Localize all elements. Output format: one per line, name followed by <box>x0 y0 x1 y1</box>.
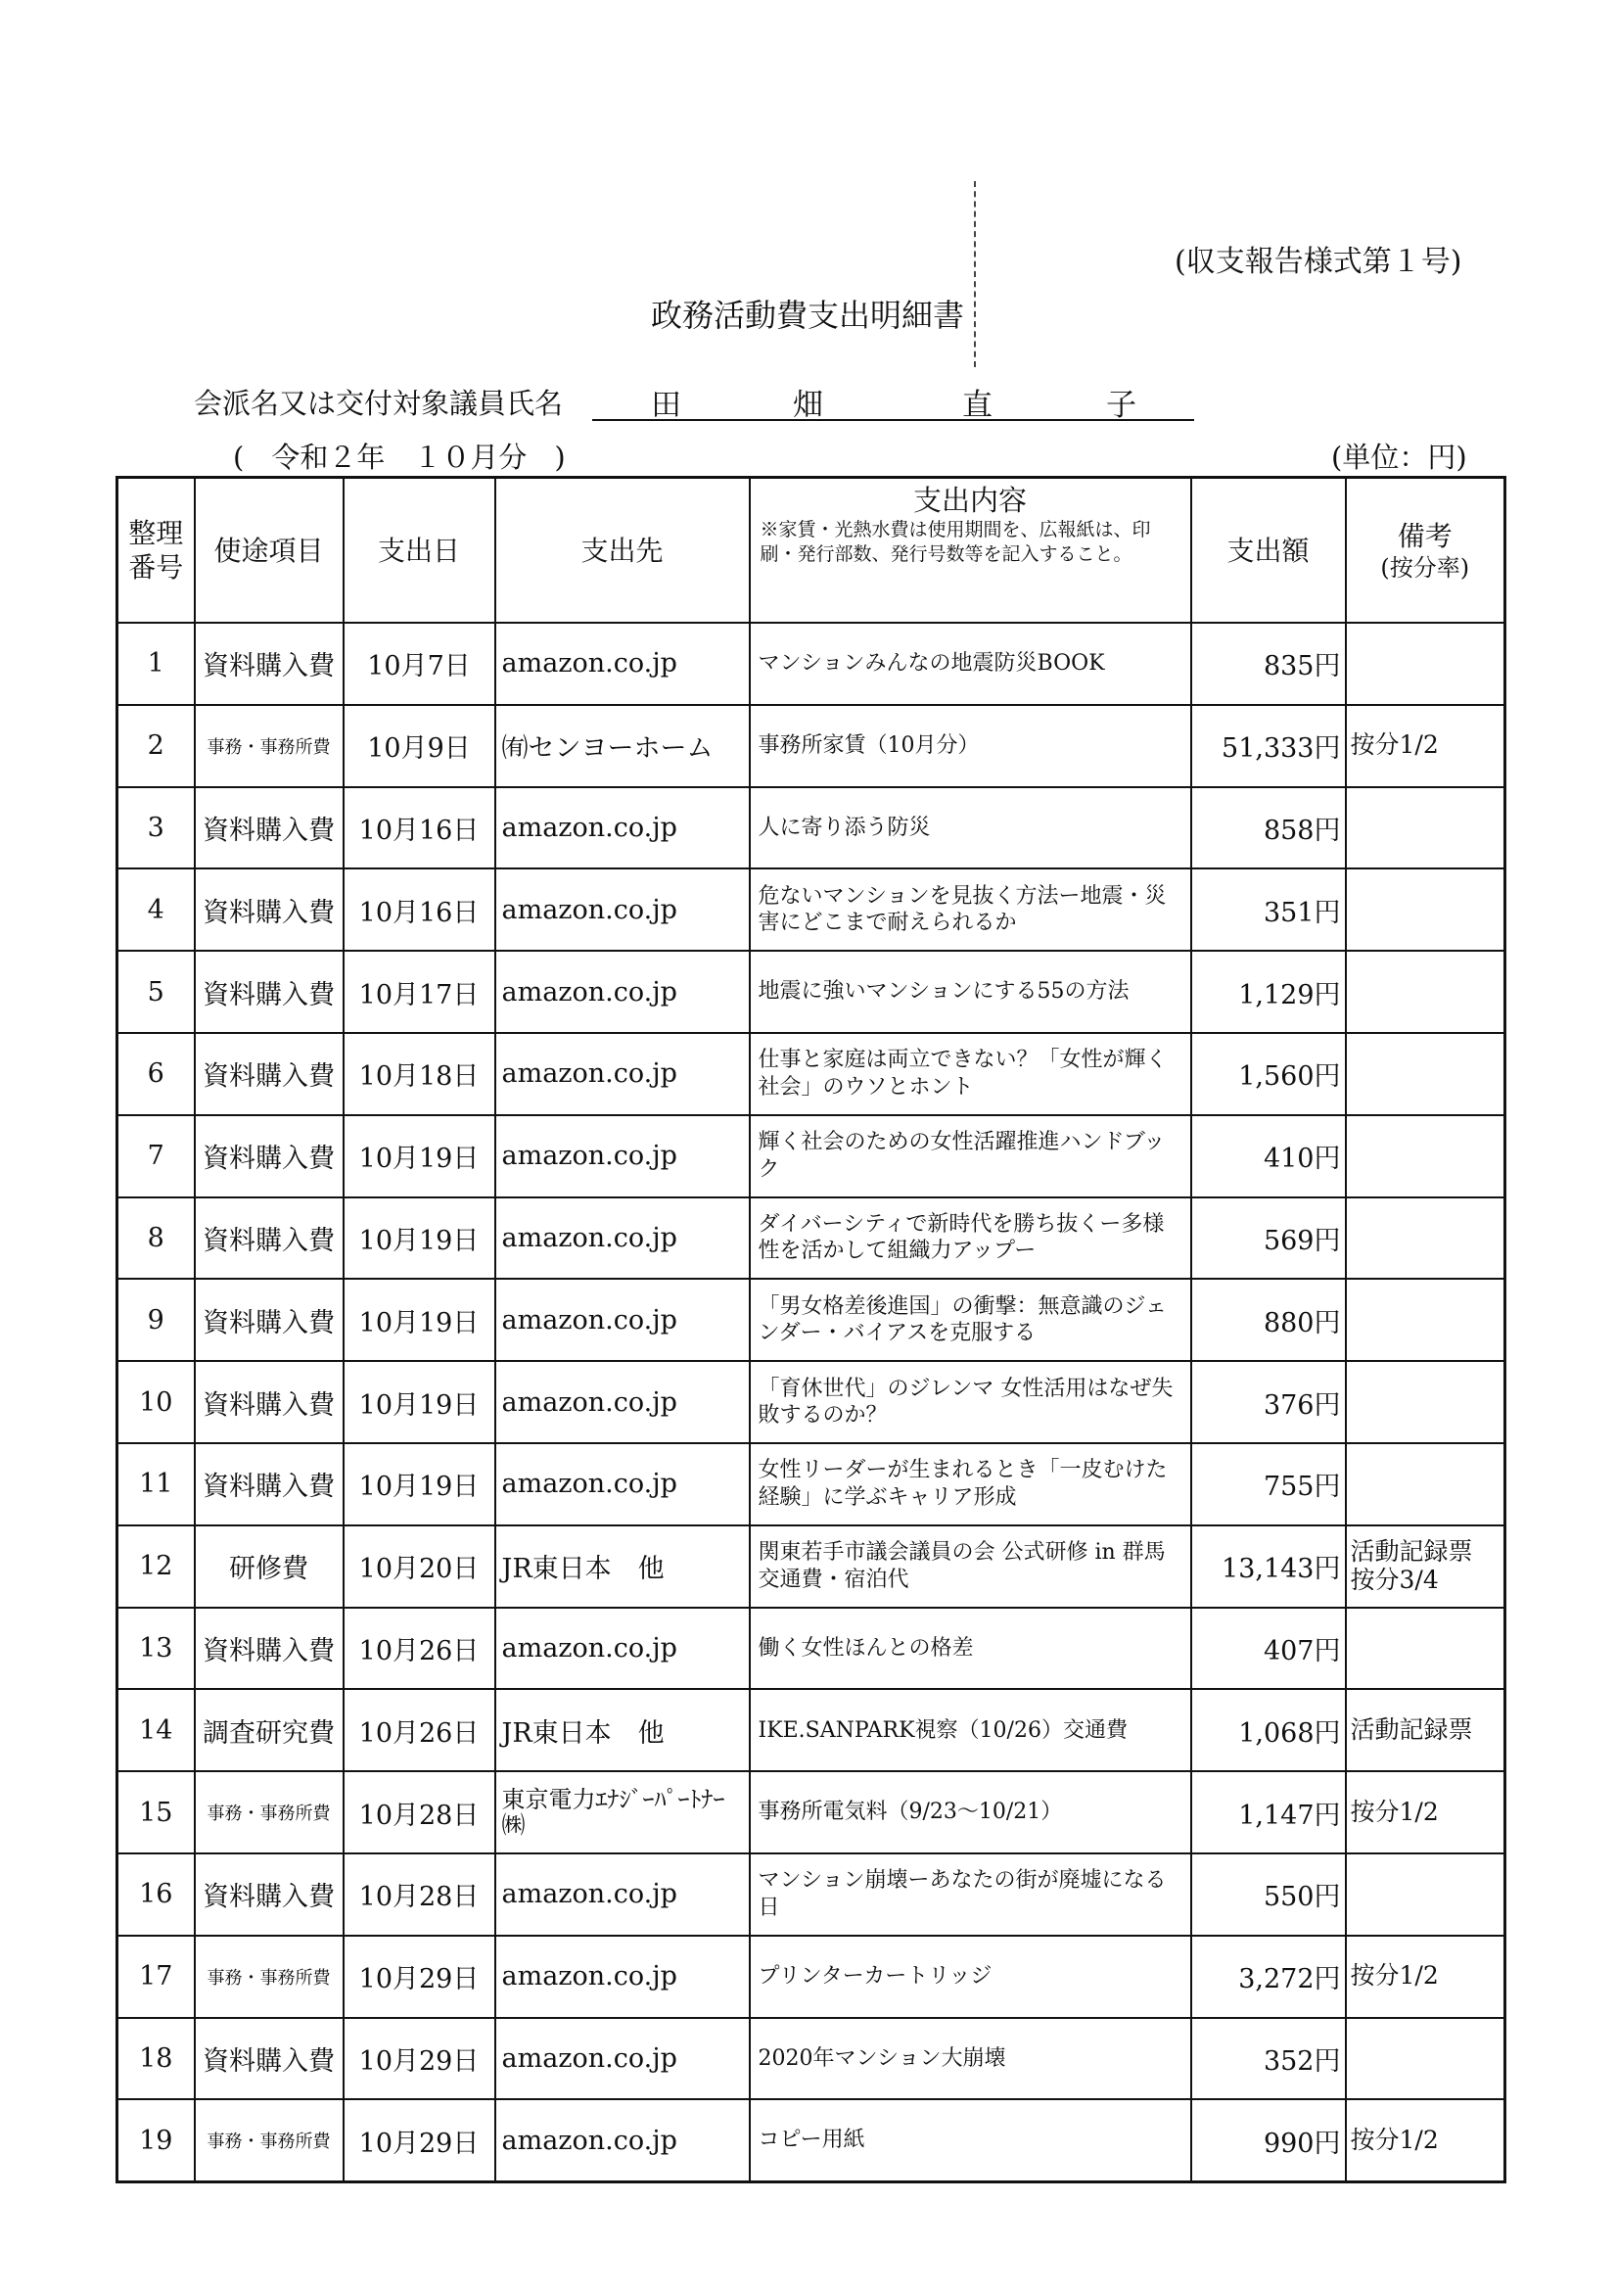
row-amount: 407円 <box>1191 1608 1346 1690</box>
row-remarks: 按分1/2 <box>1346 1936 1505 2018</box>
row-category: 資料購入費 <box>195 1033 344 1115</box>
row-amount: 51,333円 <box>1191 705 1346 787</box>
row-category: 事務・事務所費 <box>195 1771 344 1853</box>
table-row <box>117 1853 1505 1936</box>
row-date: 10月19日 <box>344 1115 495 1197</box>
row-remarks: 活動記録票 按分3/4 <box>1346 1525 1505 1608</box>
row-content: 「育休世代」のジレンマ 女性活用はなぜ失敗するのか？ <box>750 1361 1191 1443</box>
row-remarks <box>1346 951 1505 1033</box>
row-category: 資料購入費 <box>195 1197 344 1280</box>
row-payee: amazon.co.jp <box>495 1443 750 1525</box>
row-content: プリンターカートリッジ <box>750 1936 1191 2018</box>
row-remarks: 按分1/2 <box>1346 705 1505 787</box>
header-payee: 支出先 <box>495 478 750 624</box>
row-payee: amazon.co.jp <box>495 1033 750 1115</box>
table-row <box>117 1771 1505 1853</box>
row-date: 10月19日 <box>344 1279 495 1361</box>
row-date: 10月9日 <box>344 705 495 787</box>
member-name-char: 子 <box>1106 388 1136 423</box>
row-remarks <box>1346 1279 1505 1361</box>
row-content: 「男女格差後進国」の衝撃：無意識のジェンダー・バイアスを克服する <box>750 1279 1191 1361</box>
row-amount: 990円 <box>1191 2099 1346 2181</box>
reporting-period <box>233 436 566 476</box>
row-number: 16 <box>117 1853 195 1936</box>
row-remarks <box>1346 787 1505 869</box>
row-date: 10月29日 <box>344 2018 495 2100</box>
table-row <box>117 1608 1505 1690</box>
name-label: 会派名又は交付対象議員氏名 <box>194 387 564 420</box>
row-date: 10月29日 <box>344 2099 495 2181</box>
row-amount: 550円 <box>1191 1853 1346 1936</box>
row-category: 資料購入費 <box>195 1279 344 1361</box>
row-number: 4 <box>117 868 195 951</box>
row-remarks <box>1346 2018 1505 2100</box>
row-date: 10月28日 <box>344 1771 495 1853</box>
table-row <box>117 2099 1505 2181</box>
row-category: 資料購入費 <box>195 787 344 869</box>
row-content: コピー用紙 <box>750 2099 1191 2181</box>
row-category: 資料購入費 <box>195 623 344 705</box>
header-remarks: 備考 (按分率) <box>1346 478 1505 624</box>
row-remarks: 按分1/2 <box>1346 1771 1505 1853</box>
row-remarks <box>1346 1361 1505 1443</box>
header-no: 整理 番号 <box>117 478 195 624</box>
row-date: 10月19日 <box>344 1197 495 1280</box>
row-amount: 1,068円 <box>1191 1689 1346 1771</box>
header-date: 支出日 <box>344 478 495 624</box>
row-payee: amazon.co.jp <box>495 2018 750 2100</box>
table-row <box>117 1361 1505 1443</box>
row-payee: amazon.co.jp <box>495 1608 750 1690</box>
table-row <box>117 868 1505 951</box>
table-row <box>117 705 1505 787</box>
row-category: 資料購入費 <box>195 1443 344 1525</box>
table-row <box>117 1525 1505 1608</box>
row-category: 資料購入費 <box>195 2018 344 2100</box>
row-payee: amazon.co.jp <box>495 623 750 705</box>
row-number: 11 <box>117 1443 195 1525</box>
expense-table <box>116 476 1506 2183</box>
row-content: 事務所電気料（9/23～10/21） <box>750 1771 1191 1853</box>
row-number: 2 <box>117 705 195 787</box>
row-category: 調査研究費 <box>195 1689 344 1771</box>
row-category: 事務・事務所費 <box>195 705 344 787</box>
row-payee: 東京電力ｴﾅｼﾞｰﾊﾟｰﾄﾅｰ㈱ <box>495 1771 750 1853</box>
row-amount: 13,143円 <box>1191 1525 1346 1608</box>
row-payee: amazon.co.jp <box>495 1197 750 1280</box>
table-row <box>117 1689 1505 1771</box>
row-number: 7 <box>117 1115 195 1197</box>
table-row <box>117 1197 1505 1280</box>
row-number: 13 <box>117 1608 195 1690</box>
member-name <box>592 380 1194 421</box>
row-payee: JR東日本 他 <box>495 1689 750 1771</box>
header-content-note: ※家賃・光熱水費は使用期間を、広報紙は、印刷・発行部数、発行号数等を記入すること。 <box>760 519 1151 565</box>
row-amount: 352円 <box>1191 2018 1346 2100</box>
row-category: 資料購入費 <box>195 1853 344 1936</box>
row-remarks: 活動記録票 <box>1346 1689 1505 1771</box>
row-amount: 410円 <box>1191 1115 1346 1197</box>
row-amount: 376円 <box>1191 1361 1346 1443</box>
header-amount: 支出額 <box>1191 478 1346 624</box>
row-content: 事務所家賃（10月分） <box>750 705 1191 787</box>
row-payee: amazon.co.jp <box>495 868 750 951</box>
row-amount: 1,147円 <box>1191 1771 1346 1853</box>
row-date: 10月7日 <box>344 623 495 705</box>
row-content: 女性リーダーが生まれるとき「一皮むけた経験」に学ぶキャリア形成 <box>750 1443 1191 1525</box>
row-payee: amazon.co.jp <box>495 1279 750 1361</box>
row-payee: amazon.co.jp <box>495 787 750 869</box>
row-number: 19 <box>117 2099 195 2181</box>
row-number: 10 <box>117 1361 195 1443</box>
member-name-char: 畑 <box>793 388 823 423</box>
table-row <box>117 2018 1505 2100</box>
row-payee: amazon.co.jp <box>495 2099 750 2181</box>
table-row <box>117 623 1505 705</box>
row-payee: amazon.co.jp <box>495 1936 750 2018</box>
table-row <box>117 1033 1505 1115</box>
row-remarks <box>1346 868 1505 951</box>
row-number: 6 <box>117 1033 195 1115</box>
row-content: ダイバーシティで新時代を勝ち抜くー多様性を活かして組織力アップー <box>750 1197 1191 1280</box>
row-content: マンションみんなの地震防災BOOK <box>750 623 1191 705</box>
row-payee: amazon.co.jp <box>495 1361 750 1443</box>
row-category: 資料購入費 <box>195 951 344 1033</box>
row-payee: amazon.co.jp <box>495 951 750 1033</box>
member-name-char: 直 <box>962 388 993 423</box>
row-date: 10月18日 <box>344 1033 495 1115</box>
scan-fold-line <box>974 181 976 367</box>
document-title: 政務活動費支出明細書 <box>651 297 965 334</box>
row-payee: amazon.co.jp <box>495 1853 750 1936</box>
header-content: 支出内容 ※家賃・光熱水費は使用期間を、広報紙は、印刷・発行部数、発行号数等を記入すること。 <box>750 478 1191 624</box>
row-number: 8 <box>117 1197 195 1280</box>
row-date: 10月19日 <box>344 1361 495 1443</box>
row-content: 仕事と家庭は両立できない？「女性が輝く社会」のウソとホント <box>750 1033 1191 1115</box>
row-payee: JR東日本 他 <box>495 1525 750 1608</box>
table-row <box>117 787 1505 869</box>
row-number: 5 <box>117 951 195 1033</box>
row-amount: 835円 <box>1191 623 1346 705</box>
row-remarks <box>1346 1443 1505 1525</box>
row-amount: 755円 <box>1191 1443 1346 1525</box>
row-amount: 1,129円 <box>1191 951 1346 1033</box>
table-row <box>117 1443 1505 1525</box>
row-remarks <box>1346 1608 1505 1690</box>
row-content: 危ないマンションを見抜く方法ー地震・災害にどこまで耐えられるか <box>750 868 1191 951</box>
row-number: 9 <box>117 1279 195 1361</box>
table-row <box>117 1279 1505 1361</box>
row-number: 3 <box>117 787 195 869</box>
row-remarks <box>1346 1115 1505 1197</box>
row-remarks <box>1346 1853 1505 1936</box>
row-remarks <box>1346 1197 1505 1280</box>
row-category: 資料購入費 <box>195 1115 344 1197</box>
table-row <box>117 1936 1505 2018</box>
unit-label: (単位：円) <box>1331 441 1467 474</box>
row-amount: 569円 <box>1191 1197 1346 1280</box>
row-date: 10月29日 <box>344 1936 495 2018</box>
row-date: 10月16日 <box>344 868 495 951</box>
row-content: IKE.SANPARK視察（10/26）交通費 <box>750 1689 1191 1771</box>
row-category: 資料購入費 <box>195 1361 344 1443</box>
row-category: 事務・事務所費 <box>195 1936 344 2018</box>
header-category: 使途項目 <box>195 478 344 624</box>
row-number: 17 <box>117 1936 195 2018</box>
row-number: 15 <box>117 1771 195 1853</box>
row-number: 1 <box>117 623 195 705</box>
row-category: 資料購入費 <box>195 1608 344 1690</box>
row-remarks <box>1346 623 1505 705</box>
row-amount: 880円 <box>1191 1279 1346 1361</box>
period-open: ( <box>233 441 245 474</box>
period-close: ) <box>554 441 566 474</box>
row-amount: 351円 <box>1191 868 1346 951</box>
row-date: 10月26日 <box>344 1608 495 1690</box>
member-name-char: 田 <box>651 388 681 423</box>
row-content: 関東若手市議会議員の会 公式研修 in 群馬 交通費・宿泊代 <box>750 1525 1191 1608</box>
row-date: 10月28日 <box>344 1853 495 1936</box>
row-content: 2020年マンション大崩壊 <box>750 2018 1191 2100</box>
row-payee: amazon.co.jp <box>495 1115 750 1197</box>
row-content: 地震に強いマンションにする55の方法 <box>750 951 1191 1033</box>
row-remarks: 按分1/2 <box>1346 2099 1505 2181</box>
row-date: 10月17日 <box>344 951 495 1033</box>
row-category: 資料購入費 <box>195 868 344 951</box>
row-amount: 3,272円 <box>1191 1936 1346 2018</box>
row-content: 働く女性ほんとの格差 <box>750 1608 1191 1690</box>
row-content: 輝く社会のための女性活躍推進ハンドブック <box>750 1115 1191 1197</box>
row-content: 人に寄り添う防災 <box>750 787 1191 869</box>
table-row <box>117 951 1505 1033</box>
table-header-row <box>117 478 1505 624</box>
row-remarks <box>1346 1033 1505 1115</box>
table-row <box>117 1115 1505 1197</box>
row-date: 10月20日 <box>344 1525 495 1608</box>
row-amount: 858円 <box>1191 787 1346 869</box>
row-category: 研修費 <box>195 1525 344 1608</box>
row-number: 14 <box>117 1689 195 1771</box>
row-date: 10月26日 <box>344 1689 495 1771</box>
row-content: マンション崩壊ーあなたの街が廃墟になる日 <box>750 1853 1191 1936</box>
period-text: 令和２年 １０月分 <box>271 441 528 474</box>
row-number: 12 <box>117 1525 195 1608</box>
row-category: 事務・事務所費 <box>195 2099 344 2181</box>
row-amount: 1,560円 <box>1191 1033 1346 1115</box>
row-payee: ㈲センヨーホーム <box>495 705 750 787</box>
row-number: 18 <box>117 2018 195 2100</box>
form-number: (収支報告様式第１号) <box>1175 245 1462 279</box>
row-date: 10月16日 <box>344 787 495 869</box>
row-date: 10月19日 <box>344 1443 495 1525</box>
